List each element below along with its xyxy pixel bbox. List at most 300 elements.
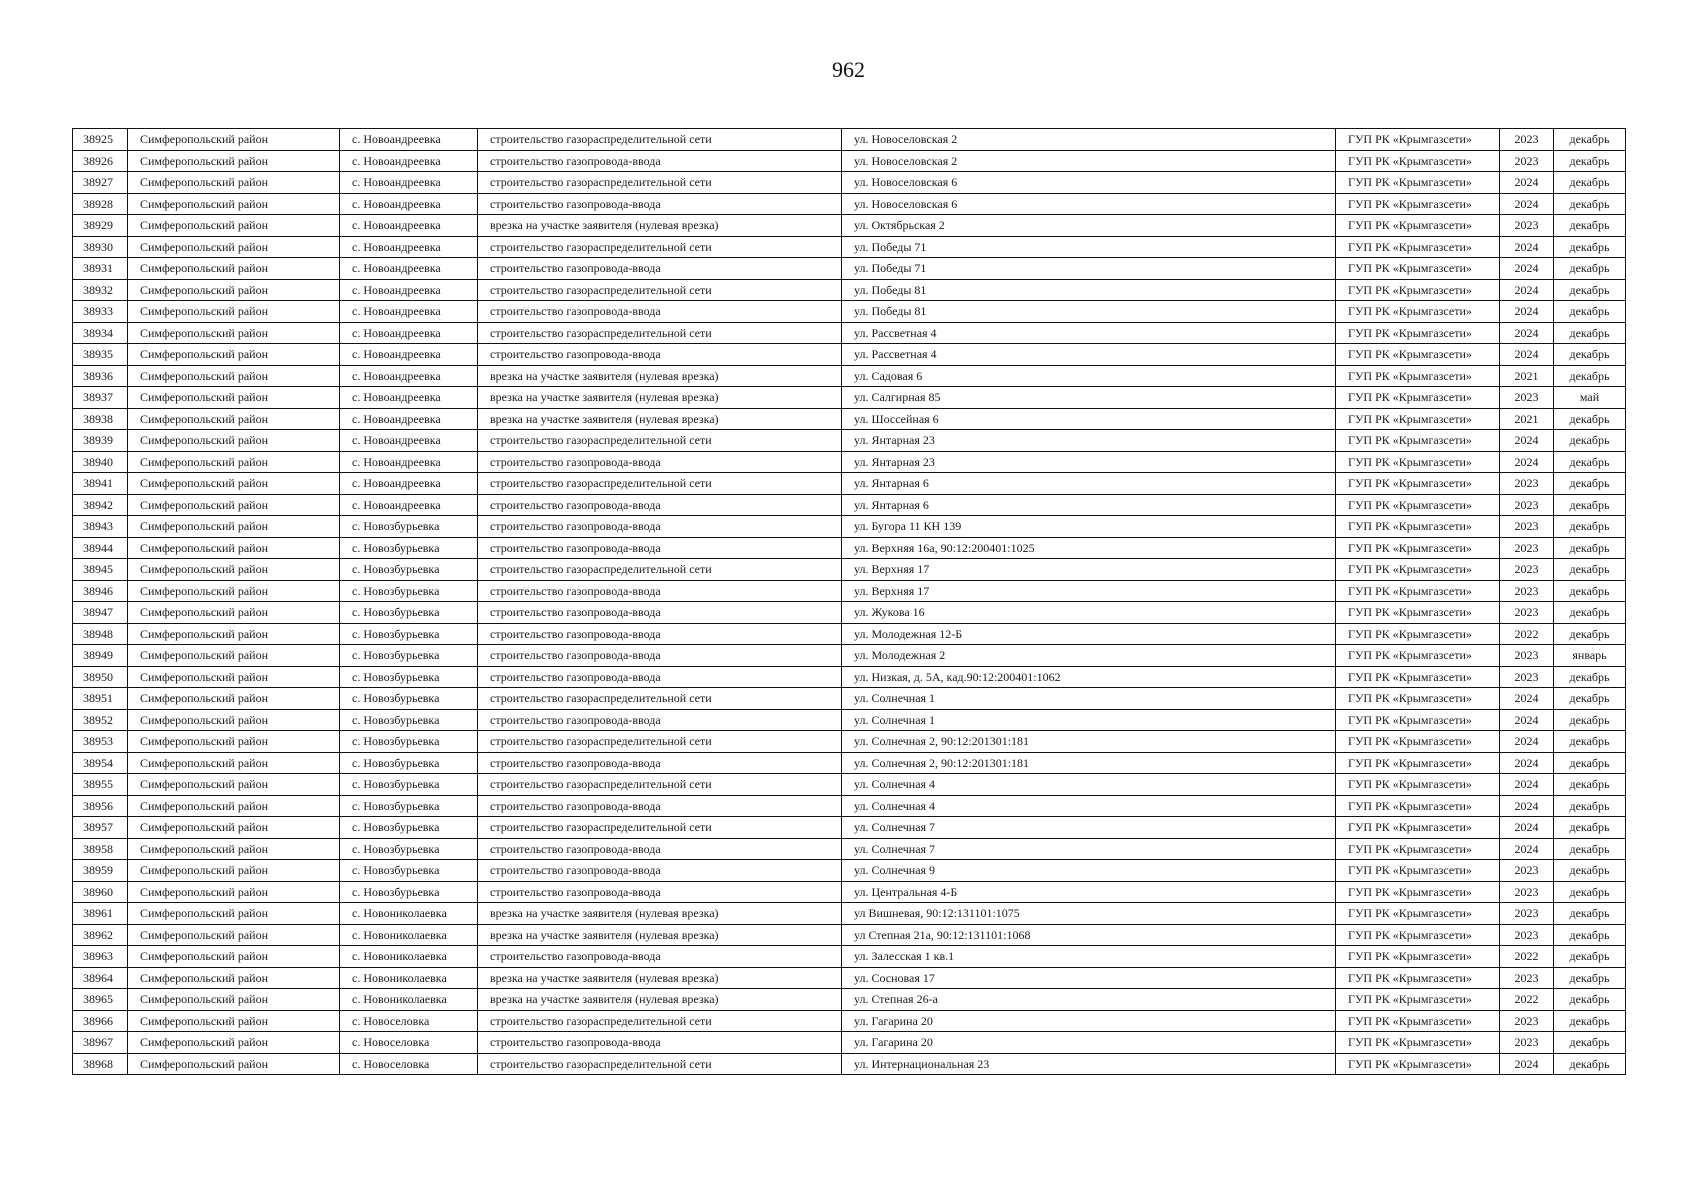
organization-cell: ГУП РК «Крымгазсети» <box>1336 580 1500 602</box>
month-cell: декабрь <box>1554 903 1626 925</box>
district-cell: Симферопольский район <box>128 322 340 344</box>
month-cell: декабрь <box>1554 946 1626 968</box>
month-cell: декабрь <box>1554 623 1626 645</box>
district-cell: Симферопольский район <box>128 860 340 882</box>
organization-cell: ГУП РК «Крымгазсети» <box>1336 666 1500 688</box>
settlement-cell: с. Новоандреевка <box>340 473 478 495</box>
year-cell: 2023 <box>1500 150 1554 172</box>
organization-cell: ГУП РК «Крымгазсети» <box>1336 709 1500 731</box>
month-cell: декабрь <box>1554 215 1626 237</box>
table-row <box>73 344 1626 366</box>
address-cell: ул. Верхняя 17 <box>842 559 1336 581</box>
district-cell: Симферопольский район <box>128 881 340 903</box>
settlement-cell: с. Новозбурьевка <box>340 860 478 882</box>
page-number: 962 <box>832 57 865 82</box>
year-cell: 2023 <box>1500 860 1554 882</box>
organization-cell: ГУП РК «Крымгазсети» <box>1336 752 1500 774</box>
district-cell: Симферопольский район <box>128 623 340 645</box>
district-cell: Симферопольский район <box>128 258 340 280</box>
organization-cell: ГУП РК «Крымгазсети» <box>1336 623 1500 645</box>
work-type-cell: строительство газопровода-ввода <box>478 860 842 882</box>
table-row <box>73 430 1626 452</box>
row-number-cell: 38931 <box>73 258 128 280</box>
year-cell: 2024 <box>1500 172 1554 194</box>
settlement-cell: с. Новоандреевка <box>340 451 478 473</box>
address-cell: ул. Победы 81 <box>842 301 1336 323</box>
row-number-cell: 38938 <box>73 408 128 430</box>
address-cell: ул. Солнечная 7 <box>842 838 1336 860</box>
month-cell: декабрь <box>1554 408 1626 430</box>
year-cell: 2023 <box>1500 924 1554 946</box>
organization-cell: ГУП РК «Крымгазсети» <box>1336 236 1500 258</box>
organization-cell: ГУП РК «Крымгазсети» <box>1336 150 1500 172</box>
district-cell: Симферопольский район <box>128 537 340 559</box>
table-row <box>73 731 1626 753</box>
month-cell: декабрь <box>1554 1032 1626 1054</box>
year-cell: 2023 <box>1500 903 1554 925</box>
row-number-cell: 38940 <box>73 451 128 473</box>
year-cell: 2023 <box>1500 516 1554 538</box>
row-number-cell: 38953 <box>73 731 128 753</box>
table-row <box>73 537 1626 559</box>
work-type-cell: врезка на участке заявителя (нулевая врезка) <box>478 408 842 430</box>
year-cell: 2024 <box>1500 430 1554 452</box>
row-number-cell: 38945 <box>73 559 128 581</box>
settlement-cell: с. Новоандреевка <box>340 408 478 430</box>
month-cell: декабрь <box>1554 602 1626 624</box>
table-row <box>73 623 1626 645</box>
work-type-cell: строительство газораспределительной сети <box>478 236 842 258</box>
month-cell: декабрь <box>1554 817 1626 839</box>
month-cell: декабрь <box>1554 236 1626 258</box>
year-cell: 2023 <box>1500 580 1554 602</box>
organization-cell: ГУП РК «Крымгазсети» <box>1336 172 1500 194</box>
table-row <box>73 494 1626 516</box>
year-cell: 2023 <box>1500 967 1554 989</box>
district-cell: Симферопольский район <box>128 903 340 925</box>
organization-cell: ГУП РК «Крымгазсети» <box>1336 129 1500 151</box>
row-number-cell: 38948 <box>73 623 128 645</box>
settlement-cell: с. Новониколаевка <box>340 946 478 968</box>
month-cell: декабрь <box>1554 430 1626 452</box>
address-cell: ул. Молодежная 12-Б <box>842 623 1336 645</box>
work-type-cell: строительство газопровода-ввода <box>478 838 842 860</box>
month-cell: январь <box>1554 645 1626 667</box>
address-cell: ул. Победы 71 <box>842 258 1336 280</box>
address-cell: ул. Солнечная 1 <box>842 709 1336 731</box>
district-cell: Симферопольский район <box>128 731 340 753</box>
month-cell: декабрь <box>1554 537 1626 559</box>
district-cell: Симферопольский район <box>128 129 340 151</box>
work-type-cell: строительство газопровода-ввода <box>478 301 842 323</box>
district-cell: Симферопольский район <box>128 666 340 688</box>
district-cell: Симферопольский район <box>128 559 340 581</box>
settlement-cell: с. Новоандреевка <box>340 193 478 215</box>
table-row <box>73 645 1626 667</box>
year-cell: 2023 <box>1500 387 1554 409</box>
row-number-cell: 38967 <box>73 1032 128 1054</box>
year-cell: 2024 <box>1500 258 1554 280</box>
settlement-cell: с. Новозбурьевка <box>340 666 478 688</box>
year-cell: 2024 <box>1500 451 1554 473</box>
work-type-cell: строительство газораспределительной сети <box>478 322 842 344</box>
settlement-cell: с. Новониколаевка <box>340 903 478 925</box>
work-type-cell: врезка на участке заявителя (нулевая врезка) <box>478 989 842 1011</box>
year-cell: 2023 <box>1500 1010 1554 1032</box>
settlement-cell: с. Новоселовка <box>340 1032 478 1054</box>
address-cell: ул. Солнечная 9 <box>842 860 1336 882</box>
organization-cell: ГУП РК «Крымгазсети» <box>1336 989 1500 1011</box>
settlement-cell: с. Новоандреевка <box>340 258 478 280</box>
year-cell: 2024 <box>1500 279 1554 301</box>
month-cell: декабрь <box>1554 559 1626 581</box>
year-cell: 2023 <box>1500 559 1554 581</box>
table-row <box>73 709 1626 731</box>
address-cell: ул. Солнечная 4 <box>842 795 1336 817</box>
organization-cell: ГУП РК «Крымгазсети» <box>1336 473 1500 495</box>
organization-cell: ГУП РК «Крымгазсети» <box>1336 494 1500 516</box>
district-cell: Симферопольский район <box>128 946 340 968</box>
row-number-cell: 38960 <box>73 881 128 903</box>
month-cell: декабрь <box>1554 301 1626 323</box>
month-cell: декабрь <box>1554 172 1626 194</box>
address-cell: ул. Новоселовская 6 <box>842 193 1336 215</box>
table-row <box>73 752 1626 774</box>
district-cell: Симферопольский район <box>128 817 340 839</box>
work-type-cell: строительство газораспределительной сети <box>478 279 842 301</box>
district-cell: Симферопольский район <box>128 967 340 989</box>
settlement-cell: с. Новоандреевка <box>340 387 478 409</box>
year-cell: 2024 <box>1500 236 1554 258</box>
settlement-cell: с. Новоандреевка <box>340 365 478 387</box>
year-cell: 2024 <box>1500 817 1554 839</box>
table-row <box>73 1010 1626 1032</box>
address-cell: ул. Садовая 6 <box>842 365 1336 387</box>
year-cell: 2022 <box>1500 989 1554 1011</box>
work-type-cell: строительство газопровода-ввода <box>478 946 842 968</box>
settlement-cell: с. Новониколаевка <box>340 924 478 946</box>
month-cell: декабрь <box>1554 129 1626 151</box>
address-cell: ул Степная 21а, 90:12:131101:1068 <box>842 924 1336 946</box>
district-cell: Симферопольский район <box>128 473 340 495</box>
month-cell: декабрь <box>1554 451 1626 473</box>
address-cell: ул. Центральная 4-Б <box>842 881 1336 903</box>
organization-cell: ГУП РК «Крымгазсети» <box>1336 537 1500 559</box>
month-cell: декабрь <box>1554 924 1626 946</box>
month-cell: декабрь <box>1554 774 1626 796</box>
district-cell: Симферопольский район <box>128 1053 340 1075</box>
month-cell: декабрь <box>1554 989 1626 1011</box>
address-cell: ул. Шоссейная 6 <box>842 408 1336 430</box>
row-number-cell: 38965 <box>73 989 128 1011</box>
month-cell: декабрь <box>1554 967 1626 989</box>
district-cell: Симферопольский район <box>128 924 340 946</box>
settlement-cell: с. Новоандреевка <box>340 430 478 452</box>
work-type-cell: строительство газопровода-ввода <box>478 451 842 473</box>
settlement-cell: с. Новоселовка <box>340 1010 478 1032</box>
district-cell: Симферопольский район <box>128 1010 340 1032</box>
table-row <box>73 279 1626 301</box>
table-row <box>73 1053 1626 1075</box>
organization-cell: ГУП РК «Крымгазсети» <box>1336 774 1500 796</box>
table-row <box>73 559 1626 581</box>
address-cell: ул. Степная 26-а <box>842 989 1336 1011</box>
address-cell: ул. Солнечная 2, 90:12:201301:181 <box>842 752 1336 774</box>
work-type-cell: строительство газопровода-ввода <box>478 258 842 280</box>
district-cell: Симферопольский район <box>128 365 340 387</box>
organization-cell: ГУП РК «Крымгазсети» <box>1336 860 1500 882</box>
year-cell: 2024 <box>1500 752 1554 774</box>
settlement-cell: с. Новозбурьевка <box>340 623 478 645</box>
year-cell: 2023 <box>1500 666 1554 688</box>
organization-cell: ГУП РК «Крымгазсети» <box>1336 365 1500 387</box>
table-row <box>73 258 1626 280</box>
table-row <box>73 236 1626 258</box>
month-cell: декабрь <box>1554 150 1626 172</box>
row-number-cell: 38951 <box>73 688 128 710</box>
table-row <box>73 946 1626 968</box>
settlement-cell: с. Новозбурьевка <box>340 752 478 774</box>
row-number-cell: 38950 <box>73 666 128 688</box>
row-number-cell: 38941 <box>73 473 128 495</box>
table-row <box>73 774 1626 796</box>
organization-cell: ГУП РК «Крымгазсети» <box>1336 301 1500 323</box>
year-cell: 2024 <box>1500 322 1554 344</box>
district-cell: Симферопольский район <box>128 150 340 172</box>
table-row <box>73 322 1626 344</box>
work-type-cell: строительство газораспределительной сети <box>478 129 842 151</box>
organization-cell: ГУП РК «Крымгазсети» <box>1336 903 1500 925</box>
month-cell: декабрь <box>1554 279 1626 301</box>
month-cell: май <box>1554 387 1626 409</box>
year-cell: 2024 <box>1500 731 1554 753</box>
address-cell: ул. Новоселовская 2 <box>842 129 1336 151</box>
row-number-cell: 38947 <box>73 602 128 624</box>
address-cell: ул. Солнечная 2, 90:12:201301:181 <box>842 731 1336 753</box>
row-number-cell: 38961 <box>73 903 128 925</box>
work-type-cell: строительство газораспределительной сети <box>478 172 842 194</box>
row-number-cell: 38964 <box>73 967 128 989</box>
district-cell: Симферопольский район <box>128 1032 340 1054</box>
settlement-cell: с. Новоандреевка <box>340 494 478 516</box>
settlement-cell: с. Новоандреевка <box>340 129 478 151</box>
table-row <box>73 408 1626 430</box>
settlement-cell: с. Новозбурьевка <box>340 537 478 559</box>
month-cell: декабрь <box>1554 344 1626 366</box>
table-row <box>73 817 1626 839</box>
district-cell: Симферопольский район <box>128 172 340 194</box>
district-cell: Симферопольский район <box>128 752 340 774</box>
work-type-cell: строительство газораспределительной сети <box>478 430 842 452</box>
district-cell: Симферопольский район <box>128 344 340 366</box>
organization-cell: ГУП РК «Крымгазсети» <box>1336 215 1500 237</box>
settlement-cell: с. Новониколаевка <box>340 967 478 989</box>
settlement-cell: с. Новоандреевка <box>340 301 478 323</box>
district-cell: Симферопольский район <box>128 602 340 624</box>
organization-cell: ГУП РК «Крымгазсети» <box>1336 193 1500 215</box>
work-type-cell: строительство газораспределительной сети <box>478 473 842 495</box>
work-type-cell: строительство газопровода-ввода <box>478 494 842 516</box>
work-type-cell: строительство газораспределительной сети <box>478 731 842 753</box>
address-cell: ул. Низкая, д. 5А, кад.90:12:200401:1062 <box>842 666 1336 688</box>
month-cell: декабрь <box>1554 709 1626 731</box>
row-number-cell: 38966 <box>73 1010 128 1032</box>
table-row <box>73 129 1626 151</box>
table-row <box>73 516 1626 538</box>
district-cell: Симферопольский район <box>128 236 340 258</box>
year-cell: 2023 <box>1500 473 1554 495</box>
year-cell: 2023 <box>1500 537 1554 559</box>
row-number-cell: 38932 <box>73 279 128 301</box>
settlement-cell: с. Новозбурьевка <box>340 795 478 817</box>
table-row <box>73 989 1626 1011</box>
year-cell: 2023 <box>1500 602 1554 624</box>
district-cell: Симферопольский район <box>128 516 340 538</box>
table-row <box>73 172 1626 194</box>
organization-cell: ГУП РК «Крымгазсети» <box>1336 322 1500 344</box>
work-type-cell: строительство газораспределительной сети <box>478 559 842 581</box>
month-cell: декабрь <box>1554 322 1626 344</box>
settlement-cell: с. Новозбурьевка <box>340 602 478 624</box>
row-number-cell: 38963 <box>73 946 128 968</box>
settlement-cell: с. Новозбурьевка <box>340 709 478 731</box>
organization-cell: ГУП РК «Крымгазсети» <box>1336 516 1500 538</box>
work-type-cell: строительство газопровода-ввода <box>478 666 842 688</box>
work-type-cell: строительство газопровода-ввода <box>478 344 842 366</box>
address-cell: ул. Бугора 11 КН 139 <box>842 516 1336 538</box>
month-cell: декабрь <box>1554 1053 1626 1075</box>
organization-cell: ГУП РК «Крымгазсети» <box>1336 731 1500 753</box>
row-number-cell: 38958 <box>73 838 128 860</box>
row-number-cell: 38968 <box>73 1053 128 1075</box>
row-number-cell: 38957 <box>73 817 128 839</box>
table-row <box>73 301 1626 323</box>
district-cell: Симферопольский район <box>128 838 340 860</box>
table-row <box>73 150 1626 172</box>
table-row <box>73 387 1626 409</box>
year-cell: 2023 <box>1500 215 1554 237</box>
address-cell: ул. Победы 81 <box>842 279 1336 301</box>
year-cell: 2021 <box>1500 408 1554 430</box>
year-cell: 2023 <box>1500 494 1554 516</box>
district-cell: Симферопольский район <box>128 430 340 452</box>
year-cell: 2024 <box>1500 193 1554 215</box>
table-row <box>73 365 1626 387</box>
month-cell: декабрь <box>1554 666 1626 688</box>
month-cell: декабрь <box>1554 731 1626 753</box>
month-cell: декабрь <box>1554 516 1626 538</box>
row-number-cell: 38936 <box>73 365 128 387</box>
row-number-cell: 38944 <box>73 537 128 559</box>
table-row <box>73 967 1626 989</box>
settlement-cell: с. Новоандреевка <box>340 236 478 258</box>
settlement-cell: с. Новозбурьевка <box>340 731 478 753</box>
row-number-cell: 38939 <box>73 430 128 452</box>
district-cell: Симферопольский район <box>128 795 340 817</box>
district-cell: Симферопольский район <box>128 688 340 710</box>
settlement-cell: с. Новозбурьевка <box>340 516 478 538</box>
table-row <box>73 903 1626 925</box>
organization-cell: ГУП РК «Крымгазсети» <box>1336 967 1500 989</box>
address-cell: ул. Сосновая 17 <box>842 967 1336 989</box>
row-number-cell: 38952 <box>73 709 128 731</box>
table-row <box>73 838 1626 860</box>
work-type-cell: строительство газораспределительной сети <box>478 1010 842 1032</box>
district-cell: Симферопольский район <box>128 451 340 473</box>
row-number-cell: 38949 <box>73 645 128 667</box>
organization-cell: ГУП РК «Крымгазсети» <box>1336 838 1500 860</box>
settlement-cell: с. Новозбурьевка <box>340 580 478 602</box>
row-number-cell: 38959 <box>73 860 128 882</box>
row-number-cell: 38955 <box>73 774 128 796</box>
table-row <box>73 1032 1626 1054</box>
organization-cell: ГУП РК «Крымгазсети» <box>1336 645 1500 667</box>
organization-cell: ГУП РК «Крымгазсети» <box>1336 688 1500 710</box>
month-cell: декабрь <box>1554 258 1626 280</box>
organization-cell: ГУП РК «Крымгазсети» <box>1336 408 1500 430</box>
year-cell: 2023 <box>1500 1032 1554 1054</box>
work-type-cell: строительство газораспределительной сети <box>478 817 842 839</box>
year-cell: 2023 <box>1500 645 1554 667</box>
district-cell: Симферопольский район <box>128 709 340 731</box>
month-cell: декабрь <box>1554 860 1626 882</box>
settlement-cell: с. Новозбурьевка <box>340 559 478 581</box>
work-type-cell: врезка на участке заявителя (нулевая врезка) <box>478 365 842 387</box>
row-number-cell: 38943 <box>73 516 128 538</box>
month-cell: декабрь <box>1554 580 1626 602</box>
month-cell: декабрь <box>1554 365 1626 387</box>
organization-cell: ГУП РК «Крымгазсети» <box>1336 881 1500 903</box>
address-cell: ул. Солнечная 7 <box>842 817 1336 839</box>
work-type-cell: строительство газопровода-ввода <box>478 881 842 903</box>
address-cell: ул. Янтарная 23 <box>842 430 1336 452</box>
settlement-cell: с. Новоандреевка <box>340 150 478 172</box>
address-cell: ул. Верхняя 16а, 90:12:200401:1025 <box>842 537 1336 559</box>
year-cell: 2024 <box>1500 709 1554 731</box>
organization-cell: ГУП РК «Крымгазсети» <box>1336 559 1500 581</box>
row-number-cell: 38954 <box>73 752 128 774</box>
address-cell: ул. Салгирная 85 <box>842 387 1336 409</box>
settlement-cell: с. Новозбурьевка <box>340 881 478 903</box>
row-number-cell: 38926 <box>73 150 128 172</box>
row-number-cell: 38935 <box>73 344 128 366</box>
year-cell: 2022 <box>1500 623 1554 645</box>
table-row <box>73 688 1626 710</box>
work-type-cell: врезка на участке заявителя (нулевая врезка) <box>478 924 842 946</box>
work-type-cell: строительство газопровода-ввода <box>478 516 842 538</box>
organization-cell: ГУП РК «Крымгазсети» <box>1336 1010 1500 1032</box>
organization-cell: ГУП РК «Крымгазсети» <box>1336 602 1500 624</box>
month-cell: декабрь <box>1554 838 1626 860</box>
settlement-cell: с. Новозбурьевка <box>340 688 478 710</box>
work-type-cell: врезка на участке заявителя (нулевая врезка) <box>478 387 842 409</box>
address-cell: ул. Молодежная 2 <box>842 645 1336 667</box>
month-cell: декабрь <box>1554 494 1626 516</box>
table-row <box>73 473 1626 495</box>
row-number-cell: 38942 <box>73 494 128 516</box>
settlement-cell: с. Новоандреевка <box>340 279 478 301</box>
settlement-cell: с. Новониколаевка <box>340 989 478 1011</box>
address-cell: ул. Янтарная 6 <box>842 494 1336 516</box>
year-cell: 2024 <box>1500 344 1554 366</box>
month-cell: декабрь <box>1554 193 1626 215</box>
work-type-cell: строительство газопровода-ввода <box>478 795 842 817</box>
address-cell: ул. Жукова 16 <box>842 602 1336 624</box>
settlement-cell: с. Новоандреевка <box>340 172 478 194</box>
organization-cell: ГУП РК «Крымгазсети» <box>1336 924 1500 946</box>
year-cell: 2024 <box>1500 301 1554 323</box>
table-row <box>73 602 1626 624</box>
